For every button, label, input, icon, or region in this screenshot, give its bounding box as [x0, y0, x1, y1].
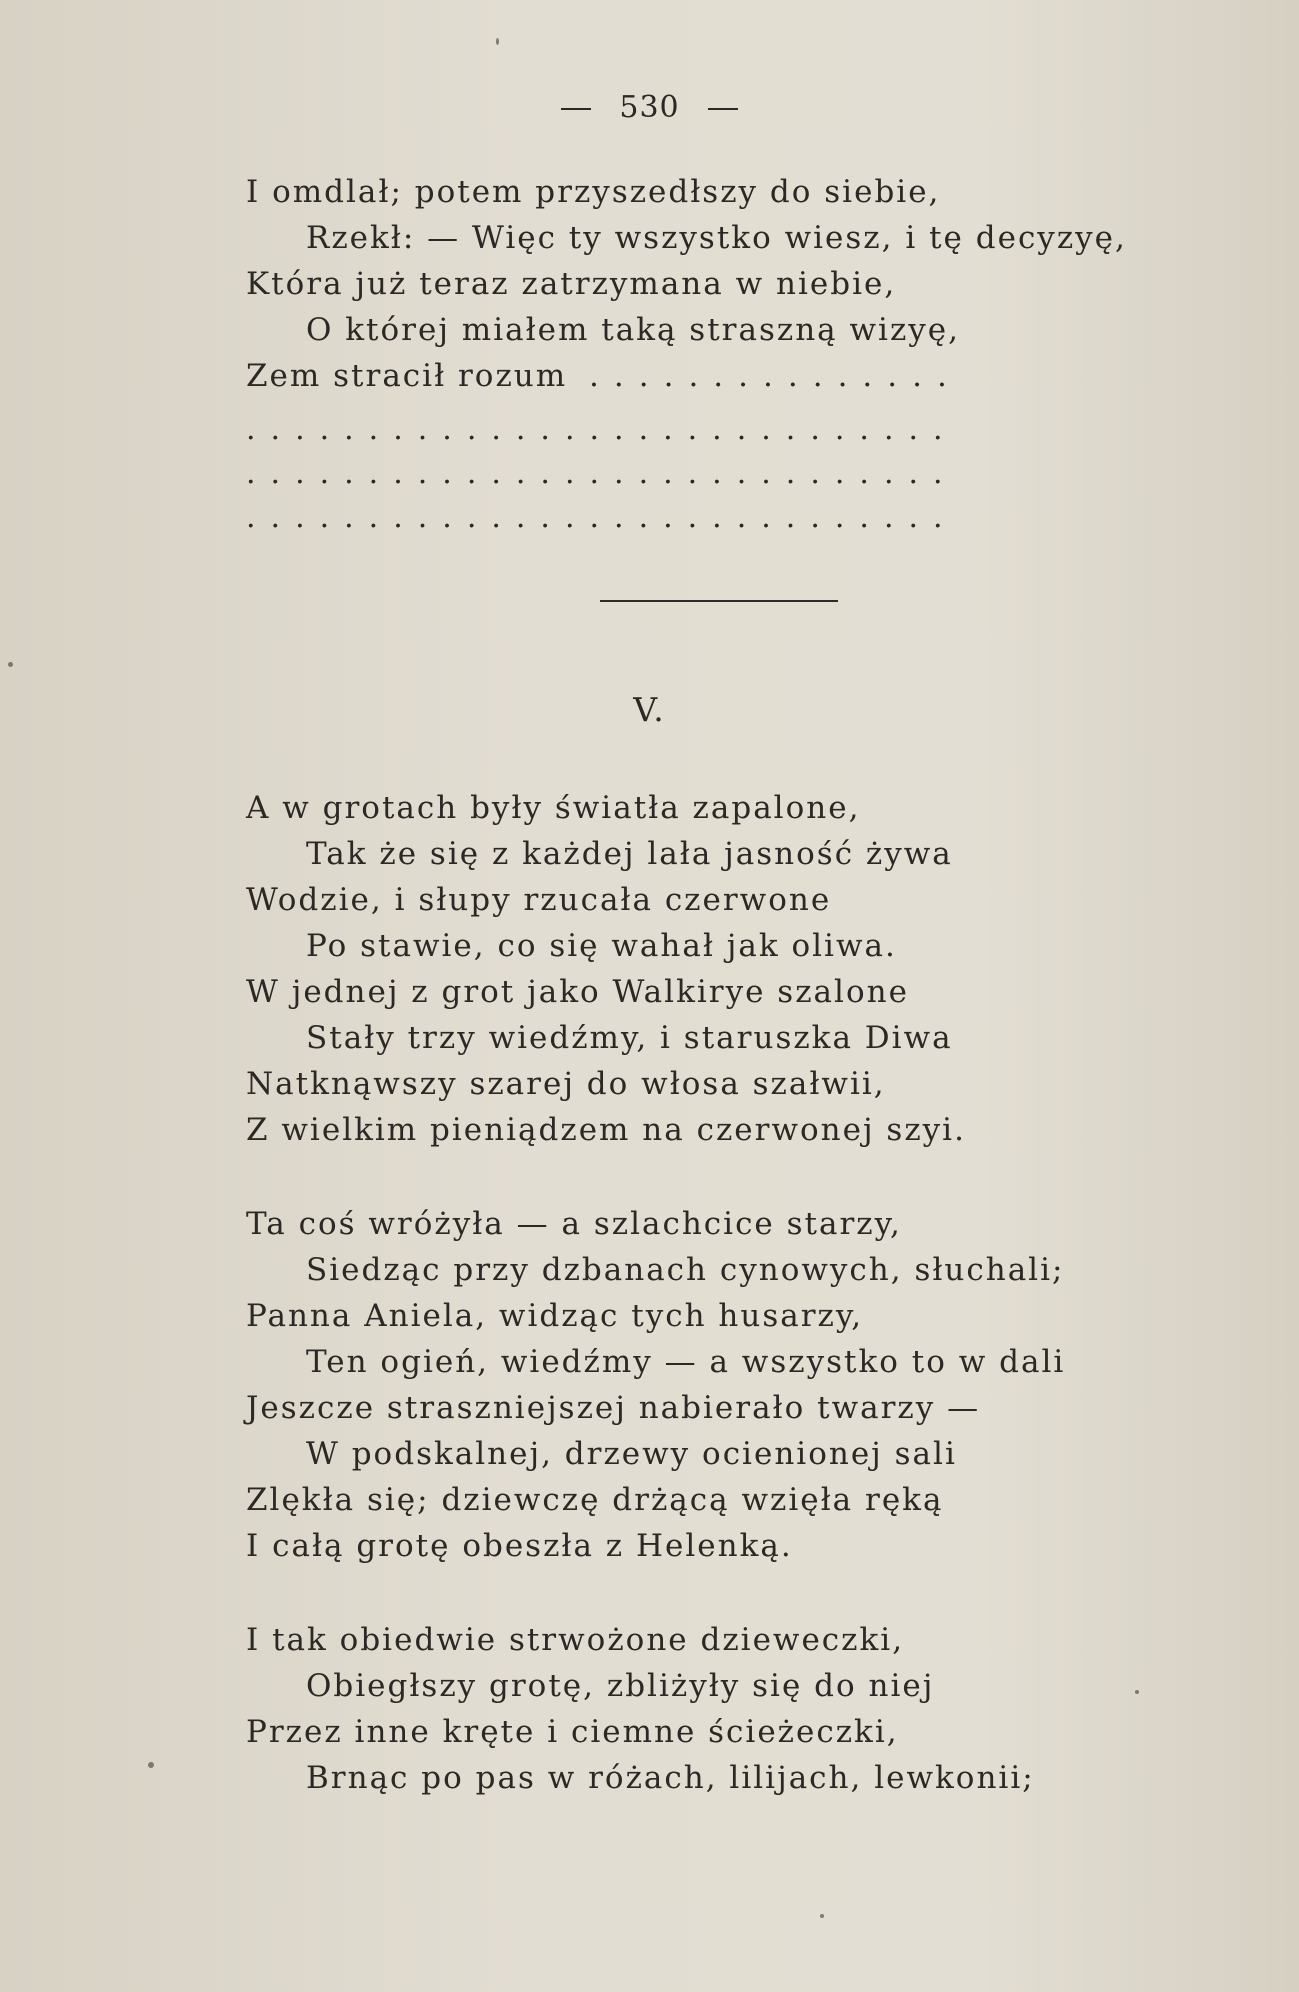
verse-line: Natknąwszy szarej do włosa szałwii,: [246, 1066, 886, 1102]
paper-speck: [820, 1914, 824, 1918]
verse-line: Zlękła się; dziewczę drżącą wzięła ręką: [246, 1482, 944, 1518]
verse-line: Wodzie, i słupy rzucała czerwone: [246, 882, 832, 918]
paper-speck: [1135, 1690, 1139, 1694]
verse-line: Która już teraz zatrzymana w niebie,: [246, 266, 897, 302]
verse-line: Z wielkim pieniądzem na czerwonej szyi.: [246, 1112, 966, 1148]
dot-line: .............................: [246, 500, 958, 535]
verse-line-with-ellipsis: [246, 354, 962, 398]
verse-line: Brnąc po pas w różach, lilijach, lewkonii;: [306, 1760, 1035, 1796]
verse-line: Siedząc przy dzbanach cynowych, słuchali;: [306, 1252, 1065, 1288]
verse-line: Rzekł: — Więc ty wszystko wiesz, i tę decyzyę,: [306, 220, 1127, 256]
verse-line: I całą grotę obeszła z Helenką.: [246, 1528, 793, 1564]
verse-line: A w grotach były światła zapalone,: [246, 790, 861, 826]
verse-line: Przez inne kręte i ciemne ścieżeczki,: [246, 1714, 899, 1750]
section-heading: V.: [633, 690, 666, 729]
verse-line: Ta coś wróżyła — a szlachcice starzy,: [246, 1206, 902, 1242]
verse-line: I omdlał; potem przyszedłszy do siebie,: [246, 174, 941, 210]
verse-line: Po stawie, co się wahał jak oliwa.: [306, 928, 897, 964]
verse-line: Jeszcze straszniejszej nabierało twarzy —: [246, 1390, 981, 1426]
verse-line: O której miałem taką straszną wizyę,: [306, 312, 961, 348]
dot-line: .............................: [246, 456, 958, 491]
verse-line: Obiegłszy grotę, zbliżyły się do niej: [306, 1668, 935, 1704]
verse-line: I tak obiedwie strwożone dzieweczki,: [246, 1622, 905, 1658]
verse-line: Tak że się z każdej lała jasność żywa: [306, 836, 953, 872]
page-number-dash-right: [708, 108, 738, 110]
verse-line-text: Zem stracił rozum: [246, 358, 568, 394]
trailing-dots: ...............: [589, 358, 962, 394]
section-divider-rule: [600, 600, 838, 602]
paper-speck: [148, 1762, 154, 1768]
verse-line: W podskalnej, drzewy ocienionej sali: [306, 1436, 957, 1472]
dot-line: .............................: [246, 412, 958, 447]
page-number-dash-left: [561, 108, 591, 110]
verse-line: W jednej z grot jako Walkirye szalone: [246, 974, 909, 1010]
verse-line: Stały trzy wiedźmy, i staruszka Diwa: [306, 1020, 953, 1056]
verse-line: Panna Aniela, widząc tych husarzy,: [246, 1298, 864, 1334]
verse-line: Ten ogień, wiedźmy — a wszystko to w dali: [306, 1344, 1066, 1380]
paper-speck: [8, 662, 13, 667]
paper-speck: [496, 38, 499, 45]
page-number: [0, 90, 1299, 125]
page-number-text: 530: [619, 90, 680, 125]
